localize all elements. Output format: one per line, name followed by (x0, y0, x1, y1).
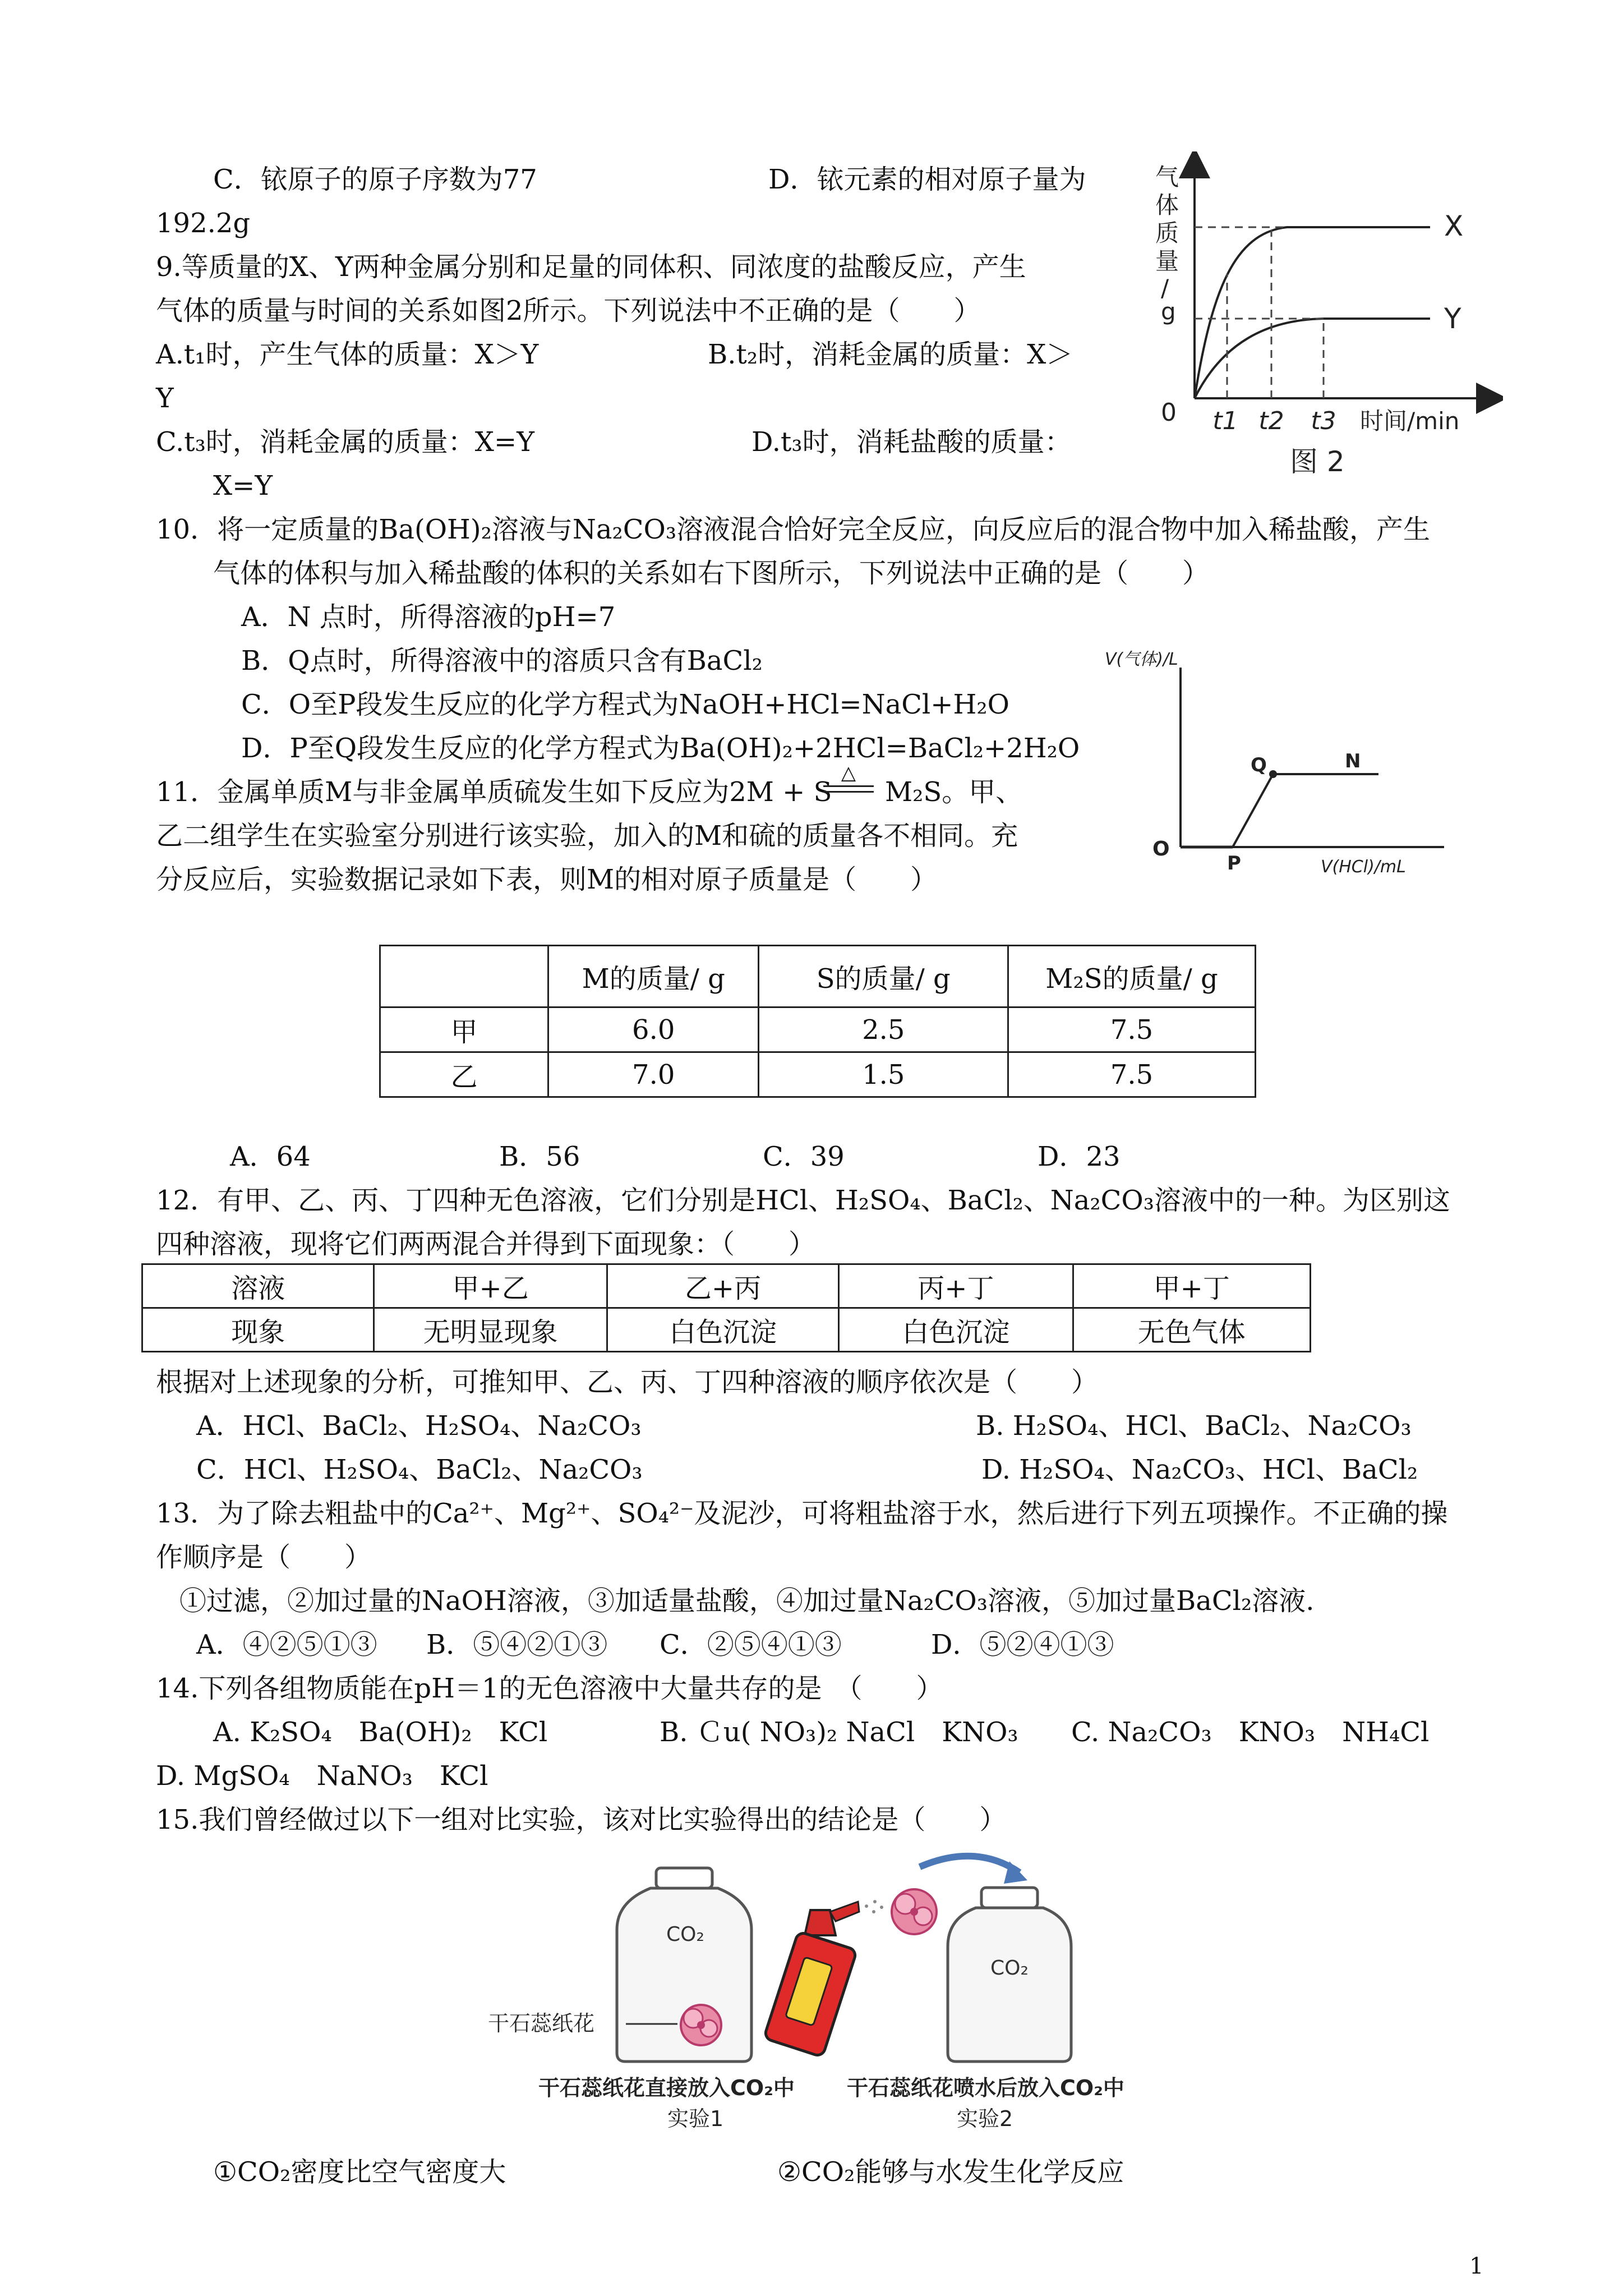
exp1-label: 实验1 (667, 2106, 724, 2131)
fig2-x-label: 时间/min (1360, 407, 1460, 435)
exp1-caption: 干石蕊纸花直接放入CO₂中 (538, 2076, 795, 2100)
q10-option-d: D．P至Q段发生反应的化学方程式为Ba(OH)₂+2HCl=BaCl₂+2H₂O (241, 733, 1080, 764)
q12-table-cell: 白色沉淀 (607, 1308, 838, 1352)
jar-2-co2-label: CO₂ (990, 1957, 1029, 1980)
q12-option-b: B. H₂SO₄、HCl、BaCl₂、Na₂CO₃ (976, 1410, 1412, 1442)
exp2-label: 实验2 (957, 2106, 1013, 2131)
q12-table-cell: 甲+丁 (1073, 1264, 1310, 1308)
q12-stem-line1: 12．有甲、乙、丙、丁四种无色溶液，它们分别是HCl、H₂SO₄、BaCl₂、Na₂CO₃溶液中的一种。为区别这 (156, 1185, 1450, 1216)
q12-option-c: C．HCl、H₂SO₄、BaCl₂、Na₂CO₃ (196, 1454, 643, 1485)
q10-option-a: A．N 点时，所得溶液的pH=7 (241, 601, 616, 633)
q10-graph (1099, 645, 1447, 881)
fig2-series-y-label: Y (1444, 302, 1461, 335)
q12-table-cell: 甲+乙 (374, 1264, 607, 1308)
q11-table-header-cell: S的质量/ g (759, 946, 1008, 1007)
figure-2-graph (1138, 151, 1503, 488)
q14-option-b: B. Ｃu( NO₃)₂ NaCl KNO₃ (660, 1717, 1018, 1748)
exp2-caption: 干石蕊纸花喷水后放入CO₂中 (847, 2076, 1124, 2100)
q13-option-b: B．⑤④②①③ (426, 1629, 608, 1660)
fig2-dashed-guides (1195, 227, 1324, 398)
q11-reaction-condition (823, 762, 874, 801)
q11-option-b: B．56 (499, 1141, 580, 1172)
q11-table-header-cell (380, 946, 548, 1007)
q10-segment-pq (1233, 774, 1273, 847)
q11-option-c: C．39 (763, 1141, 845, 1172)
q12-table-cell: 溶液 (142, 1264, 374, 1308)
q11-table-cell: 甲 (380, 1007, 548, 1052)
q12-table-cell: 丙+丁 (839, 1264, 1073, 1308)
q10-point-o: O (1152, 838, 1170, 861)
q9-option-d-cont: X=Y (213, 470, 273, 501)
q10-option-b: B．Q点时，所得溶液中的溶质只含有BaCl₂ (241, 645, 763, 677)
q15-experiment-figure (488, 1846, 1183, 2137)
q11-table-cell: 7.0 (548, 1052, 759, 1097)
q9-option-b: B.t₂时，消耗金属的质量：X＞ (708, 339, 1073, 370)
fig2-curve-y (1195, 319, 1430, 398)
litmus-flower-2 (892, 1889, 937, 1934)
spray-bottle-icon (764, 1900, 883, 2057)
q12-table-cell: 现象 (142, 1308, 374, 1352)
q10-point-p: P (1227, 852, 1241, 875)
q11-table-cell: 2.5 (759, 1007, 1008, 1052)
q11-stem-line3: 分反应后，实验数据记录如下表，则M的相对原子质量是（ ） (156, 864, 938, 895)
q11-table-cell: 乙 (380, 1052, 548, 1097)
q15-conclusion-2: ②CO₂能够与水发生化学反应 (777, 2156, 1124, 2188)
q14-option-a: A. K₂SO₄ Ba(OH)₂ KCl (213, 1717, 548, 1748)
q14-option-c: C. Na₂CO₃ KNO₃ NH₄Cl (1071, 1717, 1430, 1748)
q14-stem: 14.下列各组物质能在pH＝1的无色溶液中大量共存的是 （ ） (156, 1673, 943, 1704)
q15-conclusion-1: ①CO₂密度比空气密度大 (213, 2156, 506, 2188)
q12-stem-line3: 根据对上述现象的分析，可推知甲、乙、丙、丁四种溶液的顺序依次是（ ） (156, 1366, 1099, 1398)
q9-option-c: C.t₃时，消耗金属的质量：X=Y (156, 426, 534, 458)
svg-text:体: 体 (1155, 191, 1179, 219)
flower-label: 干石蕊纸花 (488, 2011, 595, 2036)
q11-table-cell: 6.0 (548, 1007, 759, 1052)
q11-table-cell: 1.5 (759, 1052, 1008, 1097)
q11-data-table (379, 945, 1256, 1098)
fig2-origin: 0 (1161, 398, 1177, 427)
fig2-series-x-label: X (1444, 210, 1464, 242)
q12-table-cell: 无色气体 (1073, 1308, 1310, 1352)
curved-arrow-icon (920, 1856, 1020, 1872)
svg-text:质: 质 (1155, 219, 1179, 247)
svg-text:量: 量 (1155, 247, 1179, 275)
fig2-caption: 图 2 (1290, 445, 1345, 478)
q13-option-a: A．④②⑤①③ (196, 1629, 377, 1660)
q11-stem-line2: 乙二组学生在实验室分别进行该实验，加入的M和硫的质量各不相同。充 (156, 820, 1018, 852)
litmus-flower-1 (681, 2005, 721, 2045)
q15-stem: 15.我们曾经做过以下一组对比实验，该对比实验得出的结论是（ ） (156, 1804, 1007, 1835)
q10-option-c: C．O至P段发生反应的化学方程式为NaOH+HCl=NaCl+H₂O (241, 689, 1009, 720)
q11-stem-line1b: M₂S。甲、 (885, 776, 1023, 808)
q11-table-cell: 7.5 (1008, 1052, 1256, 1097)
svg-text:/: / (1161, 274, 1169, 302)
q12-option-d: D. H₂SO₄、Na₂CO₃、HCl、BaCl₂ (981, 1454, 1418, 1485)
fig2-y-label (1155, 163, 1179, 325)
jar-1-co2-label: CO₂ (666, 1923, 704, 1946)
q13-operations: ①过滤，②加过量的NaOH溶液，③加适量盐酸，④加过量Na₂CO₃溶液，⑤加过量BaCl₂溶液. (179, 1585, 1315, 1617)
q10-stem-line1: 10．将一定质量的Ba(OH)₂溶液与Na₂CO₃溶液混合恰好完全反应，向反应后的混合物中加入稀盐酸，产生 (156, 514, 1431, 545)
q8-option-d-cont: 192.2g (156, 208, 251, 239)
q10-point-q: Q (1251, 754, 1267, 776)
q12-table-cell: 无明显现象 (374, 1308, 607, 1352)
q11-stem-line1a: 11．金属单质M与非金属单质硫发生如下反应为2M + S (156, 776, 832, 808)
q11-table-header-cell: M的质量/ g (548, 946, 759, 1007)
q10-x-label: V(HCl)/mL (1321, 857, 1406, 877)
q12-observation-table (141, 1263, 1311, 1352)
q14-option-d: D. MgSO₄ NaNO₃ KCl (156, 1760, 488, 1792)
q9-stem-line1: 9.等质量的X、Y两种金属分别和足量的同体积、同浓度的盐酸反应，产生 (156, 251, 1026, 283)
page-number: 1 (1469, 2253, 1484, 2279)
q13-option-c: C．②⑤④①③ (660, 1629, 842, 1660)
q13-option-d: D．⑤②④①③ (931, 1629, 1114, 1660)
jar-2 (948, 1888, 1071, 2062)
q8-option-d: D．铱元素的相对原子量为 (768, 164, 1086, 195)
fig2-tick-t2: t2 (1258, 407, 1284, 435)
svg-text:g: g (1161, 298, 1176, 325)
q9-option-b-cont: Y (156, 383, 174, 414)
q10-point-n: N (1345, 750, 1361, 772)
q12-table-cell: 白色沉淀 (839, 1308, 1073, 1352)
q11-table-cell: 7.5 (1008, 1007, 1256, 1052)
q8-option-c: C．铱原子的原子序数为77 (213, 164, 537, 195)
q13-stem-line2: 作顺序是（ ） (156, 1542, 372, 1573)
q10-y-label: V(气体)/L (1105, 650, 1178, 669)
q12-option-a: A．HCl、BaCl₂、H₂SO₄、Na₂CO₃ (196, 1410, 642, 1442)
q9-option-d: D.t₃时，消耗盐酸的质量： (751, 426, 1072, 458)
q11-option-d: D．23 (1038, 1141, 1121, 1172)
fig2-curve-x (1195, 227, 1430, 398)
heating-condition-symbol: △ (841, 762, 856, 784)
q11-option-a: A．64 (230, 1141, 311, 1172)
q12-table-cell: 乙+丙 (607, 1264, 838, 1308)
fig2-tick-t3: t3 (1311, 407, 1336, 435)
q12-stem-line2: 四种溶液，现将它们两两混合并得到下面现象：（ ） (156, 1228, 816, 1260)
q10-point-q-dot (1269, 770, 1277, 778)
q9-stem-line2: 气体的质量与时间的关系如图2所示。下列说法中不正确的是（ ） (156, 295, 981, 326)
q11-table-header-cell: M₂S的质量/ g (1008, 946, 1256, 1007)
svg-text:气: 气 (1155, 163, 1179, 191)
q13-stem-line1: 13．为了除去粗盐中的Ca²⁺、Mg²⁺、SO₄²⁻及泥沙，可将粗盐溶于水，然后进行下列五项操作。不正确的操 (156, 1498, 1448, 1529)
q10-stem-line2: 气体的体积与加入稀盐酸的体积的关系如右下图所示，下列说法中正确的是（ ） (213, 558, 1210, 589)
fig2-tick-t1: t1 (1212, 407, 1238, 435)
q9-option-a: A.t₁时，产生气体的质量：X＞Y (156, 339, 539, 370)
